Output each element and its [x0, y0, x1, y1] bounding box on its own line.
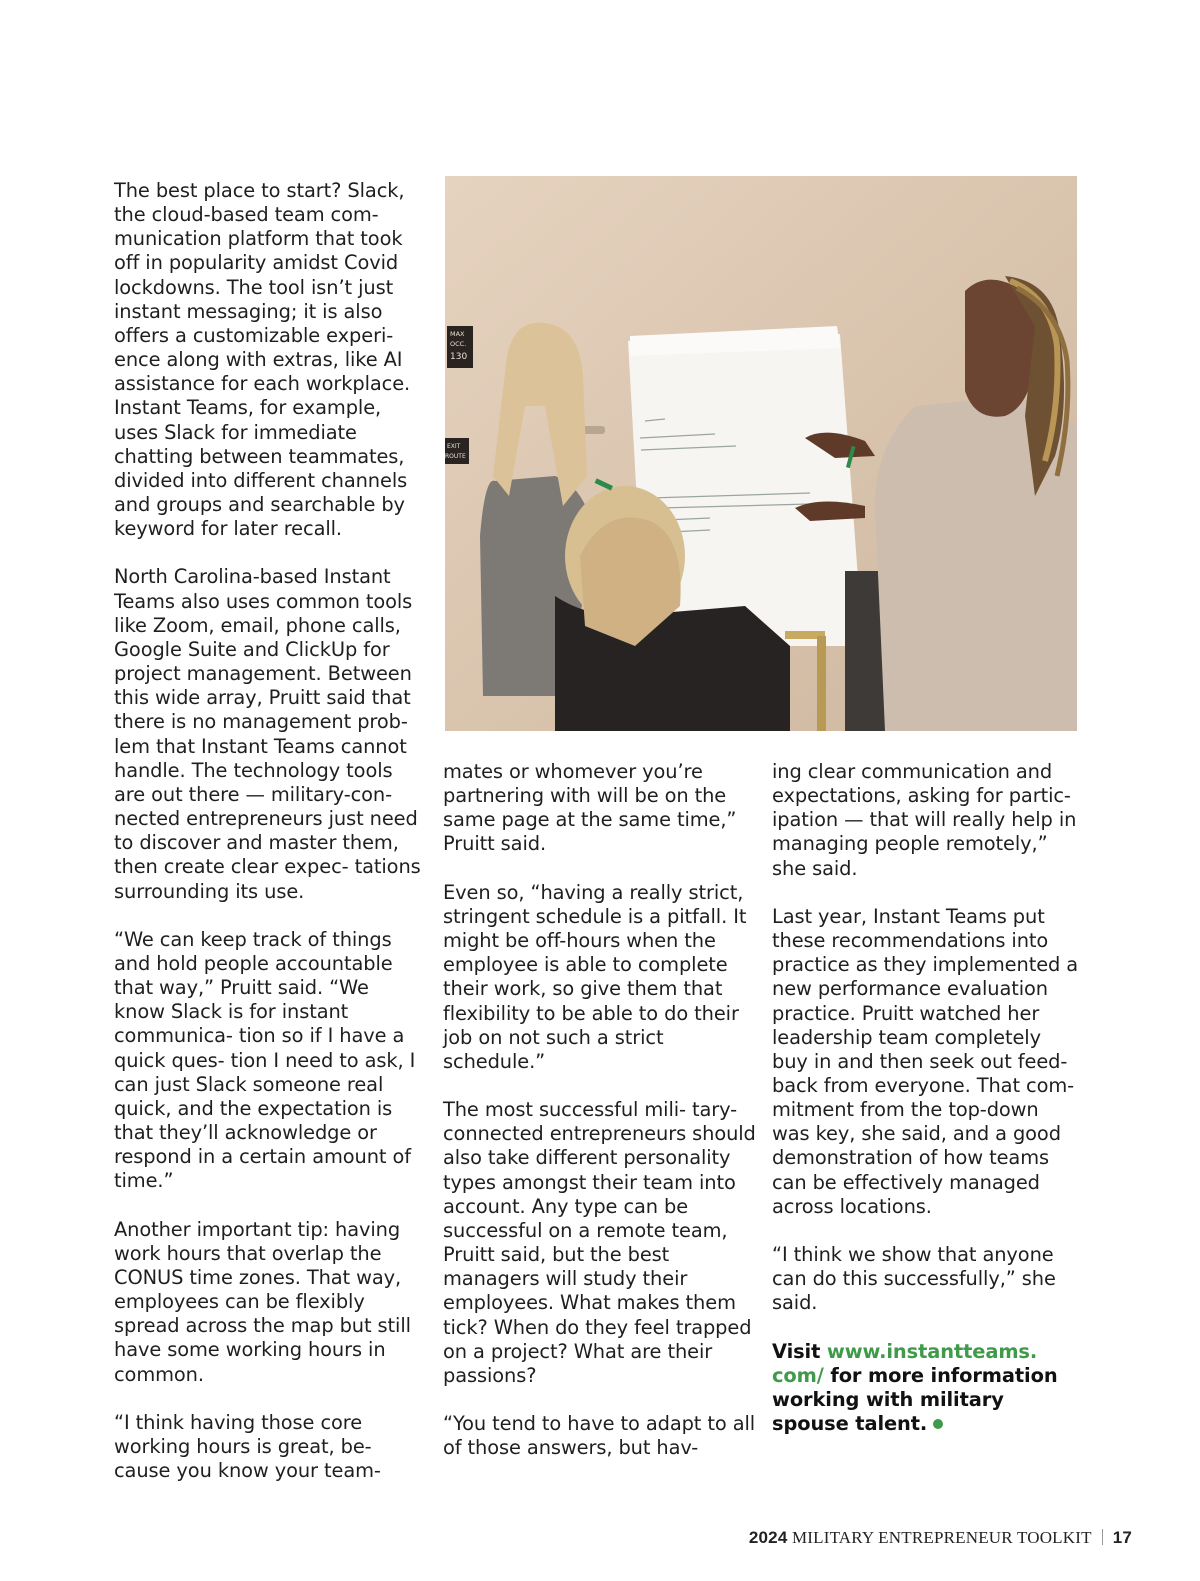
article-column-1	[114, 179, 424, 1508]
call-to-action	[772, 1340, 1082, 1437]
paragraph: The most successful mili- tary-connected entrepreneurs should also take different personality types amongst their team into account. Any type can be successful on a remote team, Pruitt said, but the best managers will study their employees. What makes them tick? When do they feel trapped on a project? What are their passions?	[443, 1098, 756, 1387]
team-meeting-photo	[445, 176, 1077, 731]
paragraph: Even so, “having a really strict, stringent schedule is a pitfall. It might be off-hours when the employee is able to complete their work, so give them that flexibility to be able to do their job on not such a strict schedule.”	[443, 880, 747, 1073]
page-footer	[749, 1528, 1132, 1548]
paragraph: ing clear communication and expectations, asking for partic- ipation — that will really help in managing people remotely,” she said.	[772, 760, 1077, 880]
footer-title: MILITARY ENTREPRENEUR TOOLKIT	[791, 1528, 1092, 1547]
end-mark-icon	[933, 1419, 943, 1429]
paragraph: “I think we show that anyone can do this successfully,” she said.	[772, 1243, 1056, 1315]
article-column-3	[772, 760, 1082, 1460]
paragraph: The best place to start? Slack, the cloud-based team com- munication platform that took off in popularity amidst Covid lockdowns. The tool isn’t just instant messaging; it is also offers a customizable experi- ence along with extras, like AI assistance for each workplace. Instant Teams, for example, uses Slack for immediate chatting between teammates, divided into different channels and groups and searchable by keyword for later recall.	[114, 179, 411, 541]
svg-text:ROUTE: ROUTE	[445, 453, 466, 460]
paragraph: “I think having those core working hours is great, be- cause you know your team-	[114, 1410, 381, 1483]
instantteams-link[interactable]: www.instantteams. com/	[772, 1339, 1038, 1387]
paragraph: North Carolina-based Instant Teams also uses common tools like Zoom, email, phone calls, Google Suite and ClickUp for project management. Between this wide array, Pruitt said that there is no management prob- lem that Instant Teams cannot handle. The technology tools are out there — military-con- nected entrepreneurs just need to discover and master them, then create clear expec- tations surrounding its use.	[114, 565, 421, 903]
svg-text:MAX: MAX	[450, 330, 465, 338]
paragraph: Last year, Instant Teams put these recommendations into practice as they implemented a new performance evaluation practice. Pruitt watched her leadership team completely buy in and then seek out feed- back from everyone. That com- mitment from the top-down was key, she said, and a good demonstration of how teams can be effectively managed across locations.	[772, 904, 1079, 1218]
paragraph: mates or whomever you’re partnering with will be on the same page at the same time,” Pruitt said.	[443, 760, 737, 856]
paragraph: “We can keep track of things and hold people accountable that way,” Pruitt said. “We know Slack is for instant communica- tion so if I have a quick ques- tion I need to ask, I can just Slack someone real quick, and the expectation is that they’ll acknowledge or respond in a certain amount of time.”	[114, 927, 416, 1193]
paragraph: “You tend to have to adapt to all of those answers, but hav-	[443, 1412, 756, 1460]
article-column-2	[443, 760, 758, 1485]
page-number: 17	[1112, 1528, 1132, 1547]
svg-text:130: 130	[450, 352, 468, 362]
footer-year: 2024	[748, 1528, 788, 1547]
svg-text:OCC.: OCC.	[450, 340, 467, 348]
paragraph: Another important tip: having work hours that overlap the CONUS time zones. That way, employees can be flexibly spread across the map but still have some working hours in common.	[114, 1217, 411, 1386]
cta-visit: Visit	[772, 1339, 827, 1363]
svg-text:EXIT: EXIT	[447, 443, 461, 450]
cta-rest: for more information working with military spouse talent.	[772, 1363, 1058, 1436]
footer-divider	[1102, 1529, 1103, 1545]
